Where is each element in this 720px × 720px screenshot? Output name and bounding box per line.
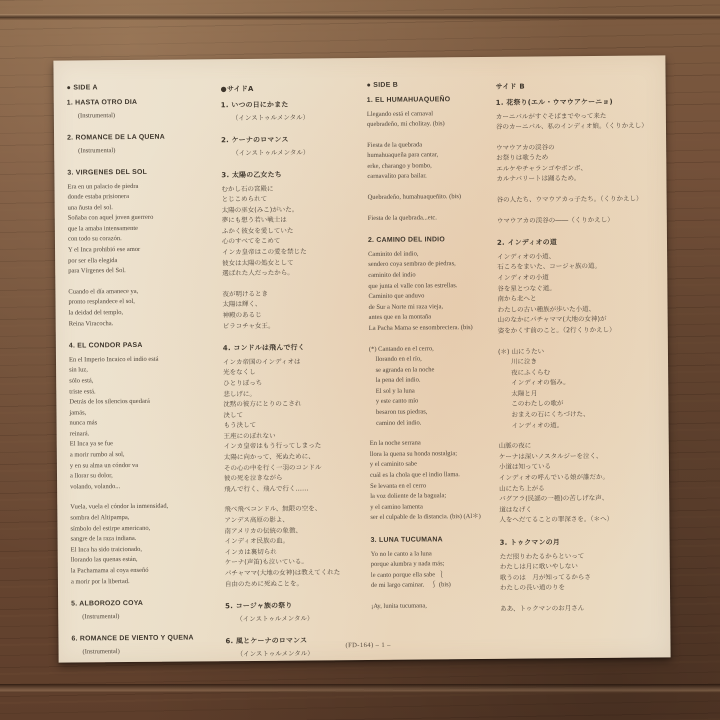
lyric-line: Y el Inca prohibió ese amor — [68, 245, 141, 254]
lyric-line: 小道は知っている — [498, 462, 551, 472]
lyric-line: Reina Viracocha. — [68, 319, 114, 328]
track-title: 2. CAMINO DEL INDIO — [367, 236, 445, 245]
track-title: 3. VIRGENES DEL SOL — [67, 168, 148, 177]
lyric-line: y el camino lamenta — [370, 503, 423, 511]
lyric-line: 歌うのは 月が知ってるからさ — [499, 572, 591, 582]
track-block — [67, 167, 222, 330]
lyric-line: volando, volando... — [70, 482, 121, 491]
lyric-line: Llegando está el carnaval — [366, 109, 434, 118]
track-title: 3. 太陽の乙女たち — [221, 170, 282, 180]
stanza — [367, 140, 496, 183]
lyric-line: que junta el valle con las estrellas. — [368, 281, 458, 290]
lyric-line: インカ皇帝はもう行ってしまった — [223, 441, 322, 451]
track-block — [497, 237, 660, 526]
lyric-line: ケーナ(声笛)も泣いている。 — [224, 557, 308, 567]
instrumental-note: （インストゥルメンタル） — [232, 147, 310, 157]
lyric-line: インディオの悩み。 — [498, 378, 570, 388]
stanza — [222, 288, 368, 332]
lyric-line: ウマウアカの渓谷の――（くりかえし） — [496, 215, 614, 225]
lyric-line: 南から北へと — [497, 294, 537, 303]
lyric-line: ああ、トゥクマンのお月さん — [500, 603, 585, 613]
lyric-line: Era en un palacio de piedra — [67, 182, 139, 191]
lyric-line: ウマウアカの渓谷の — [496, 142, 555, 152]
stanza — [497, 250, 658, 336]
lyric-line: Yo no le canto a la luna — [370, 549, 432, 558]
catalog-footer: (FD-164) – 1 – — [345, 641, 391, 650]
lyric-line: 飛んで行く、飛んで行く…… — [224, 484, 309, 494]
stanza — [497, 193, 657, 205]
stanza — [368, 212, 497, 224]
instrumental-note: （インストゥルメンタル） — [236, 614, 314, 623]
track-block — [500, 536, 661, 614]
wood-plank-seam-bottom — [0, 684, 720, 693]
instrumental-note: （インストゥルメンタル） — [236, 649, 314, 658]
lyric-line: インカは裏切られ — [224, 547, 277, 557]
stanza — [368, 249, 498, 335]
lyric-line: 谷を星とつなぐ道。 — [497, 283, 556, 293]
lyric-line: triste está. — [69, 387, 96, 396]
lyric-line: 川に泣き — [497, 357, 538, 366]
stanza — [498, 345, 659, 431]
lyric-line: お祭りは歌うため — [496, 153, 549, 163]
lyric-line: Vuela, vuela el cóndor la inmensidad, — [70, 503, 169, 511]
lyric-line: Caminito que anduvo — [368, 292, 425, 301]
lyric-line: caminito del indio — [368, 271, 416, 279]
track-title: 1. EL HUMAHUAQUEÑO — [366, 96, 451, 104]
lyric-line: Cuando el día amanece ya, — [68, 287, 139, 296]
lyric-line: cuál es la chola que el indio llama. — [369, 471, 460, 479]
lyric-line: むかし石の宮殿に — [221, 184, 274, 193]
track-block — [496, 96, 657, 226]
lyric-line: 太陽は輝く、 — [222, 300, 262, 309]
lyric-line: llorando las quenas están, — [70, 556, 138, 564]
side-header: ● SIDE A — [66, 84, 98, 92]
lyric-line: que la amaba intensamente — [67, 224, 139, 233]
wood-plank-seam-top — [0, 14, 720, 20]
lyric-line: ¡Ay, lunita tucumana, — [371, 602, 427, 610]
lyric-line: 南アメリカの伝統の象徴、 — [224, 526, 303, 535]
lyric-line: 飛べ飛べコンドル、無限の空を、 — [224, 504, 322, 514]
lyric-line: Quebradeño, humahuaqueñito. (bis) — [367, 193, 462, 202]
lyric-line: y en su alma un cóndor va — [69, 461, 139, 470]
track-block — [221, 169, 368, 331]
lyric-line: antes que en la montaña — [368, 313, 432, 322]
lyric-line: En el Imperio Incaico el indio está — [68, 355, 159, 364]
lyric-line: 決して — [223, 410, 244, 419]
stanza — [370, 438, 500, 524]
lyric-line: 夜が明けるとき — [222, 289, 268, 299]
lyric-line: ふかく彼女を愛していた — [221, 226, 294, 236]
lyric-line: besaron tus piedras, — [369, 408, 428, 416]
track-title: 6. ROMANCE DE VIENTO Y QUENA — [71, 634, 194, 643]
lyric-line: おまえの石にくちづけた、 — [498, 410, 590, 419]
lyric-line: 光をなくし — [223, 368, 256, 377]
lyric-line: ser el culpable de la distancia. (bis) (Al＊) — [370, 513, 481, 522]
lyric-line: la pena del indio. — [369, 376, 421, 385]
stanza — [496, 110, 656, 133]
lyric-line: その心の中を行く一羽のコンドル — [223, 463, 322, 472]
lyric-line: llora la quena su honda nostalgia; — [369, 450, 458, 458]
lyric-line: sendero coya sembrao de piedras, — [368, 260, 456, 269]
lyric-line: わたしは月に歌いやしない — [499, 562, 578, 571]
lyric-line: Fiesta de la quebrada...etc. — [367, 213, 437, 222]
lyric-line: por ser ella elegida — [68, 256, 118, 265]
stanza — [496, 141, 656, 185]
track-block — [221, 99, 367, 123]
stanza — [67, 181, 222, 278]
track-block — [367, 95, 497, 224]
lyric-line: 谷のカーニバル、私のインディオ娘。（くりかえし） — [495, 121, 648, 131]
lyric-line: (*) Cantando en el cerro, — [368, 344, 434, 353]
lyric-line: Se levanta en el cerro — [370, 482, 427, 490]
lyric-line: símbolo del estirpe americano, — [70, 524, 151, 533]
lyric-line: a morir rumbo al sol, — [69, 451, 125, 459]
stanza — [223, 356, 370, 495]
lyric-line: a morir por la libertad. — [70, 577, 130, 586]
side-header: ● SIDE B — [366, 81, 399, 89]
lyric-line: 人をへだてることの罪深さを。（＊へ） — [499, 515, 614, 525]
lyric-line: インディオの呼んでいる娘が誰だか。 — [499, 472, 610, 482]
lyric-line: reinará. — [69, 430, 90, 438]
track-title: 2. インディオの道 — [496, 238, 558, 248]
lyric-line: ひとりぼっち — [223, 378, 263, 388]
lyric-line: de Sur a Norte mi raza vieja, — [368, 303, 444, 311]
lyric-line: Caminito del indio, — [368, 250, 419, 258]
track-title: 1. HASTA OTRO DIA — [66, 98, 138, 107]
lyric-line: 石ころをまいた、コージャ族の道。 — [497, 262, 601, 272]
side-header: ●サイドA — [220, 84, 254, 94]
lyric-line: camino del indio. — [369, 419, 422, 427]
lyric-line: nunca más — [69, 419, 98, 427]
lyric-line: y este canto mío — [369, 397, 419, 406]
track-block — [371, 535, 501, 613]
lyric-line: La Pacha Mama se ensombreciera. (bis) — [368, 323, 473, 332]
lyric-line: la deidad del templo, — [68, 309, 124, 317]
stanza — [68, 286, 222, 330]
column-side-a-spanish — [67, 83, 226, 673]
instrumental-note: （インストゥルメンタル） — [231, 112, 310, 122]
lyric-line: 自由のために死ぬことを。 — [224, 579, 303, 588]
track-block — [71, 633, 225, 657]
lyric-line: se agranda en la noche — [369, 366, 435, 374]
track-title: 2. ROMANCE DE LA QUENA — [67, 133, 165, 142]
lyric-line: llorando en el río, — [368, 355, 422, 364]
lyric-line: 山にたち上がる — [499, 484, 545, 493]
stanza — [371, 601, 500, 613]
lyric-line: 谷の人たち、ウマウアカっ子たち。（くりかえし） — [496, 194, 643, 204]
track-block — [69, 340, 225, 587]
lyric-line: 王座にのぼれない — [223, 431, 276, 441]
lyric-line: erke, charango y bombo, — [367, 162, 432, 170]
lyric-line: 太陽の巫女(みこ)がいた。 — [221, 205, 299, 214]
lyric-line: para Vírgenes del Sol. — [68, 267, 126, 275]
instrumental-note: (Instrumental) — [82, 647, 120, 656]
lyric-line: わたしの古い種族が歩いた小道、 — [497, 304, 596, 314]
stanza — [371, 548, 500, 591]
lyric-line: de mi largo caminar. ⎰ (bis) — [370, 581, 451, 590]
track-title: 2. ケーナのロマンス — [221, 135, 289, 145]
stanza — [367, 108, 496, 130]
stanza — [221, 182, 368, 279]
track-title: 1. 花祭り(エル・ウマウアケーニョ) — [495, 97, 613, 107]
track-title: 6. 風とケーナのロマンス — [225, 636, 308, 646]
lyric-line: Detrás de los silencios quedará — [69, 397, 150, 406]
lyric-line: pronto resplandece el sol, — [68, 298, 135, 306]
lyric-line: con todo su corazón. — [67, 235, 122, 244]
lyric-line: インディオ民族の血。 — [224, 536, 290, 546]
lyric-line: インディオの道。 — [498, 420, 564, 430]
lyric-line: インディオの小道 — [497, 273, 549, 282]
instrumental-note: (Instrumental) — [82, 612, 120, 621]
stanza — [369, 343, 499, 429]
lyric-line: とじこめられて — [221, 194, 268, 204]
lyric-line: 沈黙の彼方にとりのこされ — [223, 399, 302, 409]
lyric-line: En la noche serrana — [369, 439, 421, 448]
track-block — [67, 97, 221, 121]
track-title: 4. EL CONDOR PASA — [68, 342, 143, 350]
stanza — [69, 354, 224, 493]
lyric-line: Soñaba con aquel joven guerrero — [67, 214, 154, 222]
lyric-line: 太陽に向かって、死ぬために、 — [223, 452, 315, 462]
lyric-line: ケーナは深いノスタルジーを泣く、 — [498, 451, 603, 461]
lyric-line: y el caminito sabe — [369, 460, 418, 469]
track-title: 3. トゥクマンの月 — [499, 538, 561, 547]
lyric-line: カーニバルがすぐそばまでやって来た — [495, 111, 607, 121]
lyric-line: カルナバリートは踊るため。 — [496, 174, 581, 184]
lyric-line: もう決して — [223, 421, 257, 430]
lyric-line: la voz doliente de la baguala; — [370, 492, 447, 501]
lyric-line: Fiesta de la quebrada — [367, 141, 423, 149]
lyric-line: jamás, — [69, 409, 87, 417]
track-block — [221, 134, 367, 158]
lyric-line: El Inca ya se fue — [69, 440, 114, 449]
lyric-sheet — [53, 55, 670, 662]
instrumental-note: (Instrumental) — [78, 146, 116, 154]
stanza — [224, 503, 371, 589]
lyric-line: 山脈の夜に — [498, 441, 532, 451]
lyric-line: わたしの長い道のりを — [499, 583, 566, 593]
lyric-line: アンデス高原の影よ、 — [224, 515, 289, 525]
lyric-line: 悲しげに。 — [223, 389, 256, 398]
stanza — [500, 602, 660, 614]
lyric-line: 山のなかにパチャママ(大地の女神)が — [497, 315, 607, 325]
lyric-line: humahuaqueña para cantar, — [367, 151, 439, 160]
lyric-line: (＊) 山にうたい — [497, 346, 545, 356]
stanza — [500, 550, 660, 594]
lyric-line: donde estaba prisionera — [67, 193, 129, 201]
lyric-line: 夢にも想う若い戦士は — [221, 215, 287, 225]
lyric-line: 太陽と月 — [498, 389, 538, 398]
lyric-line: la Pachamama al coya enseñó — [70, 566, 149, 575]
lyric-line: 彼女は太陽の処女として — [222, 258, 294, 267]
track-block — [71, 598, 225, 622]
track-block — [368, 235, 500, 524]
lyric-line: 彼の死を泣きながら — [224, 473, 283, 483]
lyric-line: 心のすべてをこめて — [221, 237, 281, 246]
column-side-b-spanish — [367, 81, 501, 670]
lyric-line: quebradeño, mi cholitay. (bis) — [366, 120, 445, 129]
lyric-line: インディオの小道、 — [497, 252, 556, 261]
stanza — [499, 440, 660, 526]
lyric-line: le canto porque ella sabe ⎱ — [370, 570, 445, 579]
lyric-line: インカ帝国のインディオは — [222, 357, 301, 366]
side-header: サイド B — [495, 82, 526, 91]
track-block — [223, 342, 371, 589]
lyric-line: エルケやチャランゴやボンボ、 — [496, 163, 588, 173]
track-title: 1. いつの日にかまた — [220, 100, 289, 110]
lyric-line: このわたしの歌が — [498, 399, 564, 409]
lyric-line: 選ばれた人だったから。 — [222, 268, 294, 278]
lyric-line: sangre de la raza indiana. — [70, 535, 137, 543]
track-title: 5. ALBOROZO COYA — [71, 600, 144, 608]
lyric-line: carnavalito para bailar. — [367, 172, 427, 181]
lyric-line: sin luz, — [69, 366, 88, 374]
track-block — [67, 132, 221, 156]
stanza — [368, 192, 497, 204]
lyric-line: 姿をかくす前のこと。（2行くりかえし） — [497, 325, 616, 335]
lyric-line: パチャママ(大地の女神)は教えてくれた — [224, 568, 341, 578]
lyric-line: ただ照りわたるからといって — [499, 551, 585, 561]
column-side-b-japanese — [496, 79, 661, 669]
lyric-line: sombra del Altipampa, — [70, 514, 130, 522]
lyric-line: una ñusta del sol. — [67, 203, 113, 212]
track-title: 4. コンドルは飛んで行く — [222, 343, 305, 353]
lyric-line: El sol y la luna — [369, 387, 415, 395]
column-side-a-japanese — [221, 82, 372, 671]
lyric-line: sólo está, — [69, 377, 94, 385]
track-title: 3. LUNA TUCUMANA — [370, 536, 443, 544]
track-title: 5. コージャ族の祭り — [225, 601, 293, 611]
lyric-line: ビラコチャ女王。 — [222, 321, 275, 330]
lyric-line: a llorar su dolor, — [69, 472, 113, 480]
lyric-line: El Inca ha sido traicionado, — [70, 545, 142, 554]
stanza — [497, 214, 657, 226]
lyric-line: porque alumbra y nada más; — [370, 560, 445, 569]
stanza — [70, 502, 225, 588]
instrumental-note: (Instrumental) — [77, 111, 116, 119]
lyric-line: 夜にふくらむ — [498, 368, 551, 377]
lyric-line: バグアラ(民謡の一種)の苦しげな声、 — [499, 494, 609, 504]
lyric-line: インカ皇帝はこの愛を禁じた — [222, 247, 307, 257]
lyric-line: 神殿のあるじ — [222, 310, 262, 320]
track-block — [225, 600, 371, 624]
lyric-line: 道はなげく — [499, 505, 532, 514]
